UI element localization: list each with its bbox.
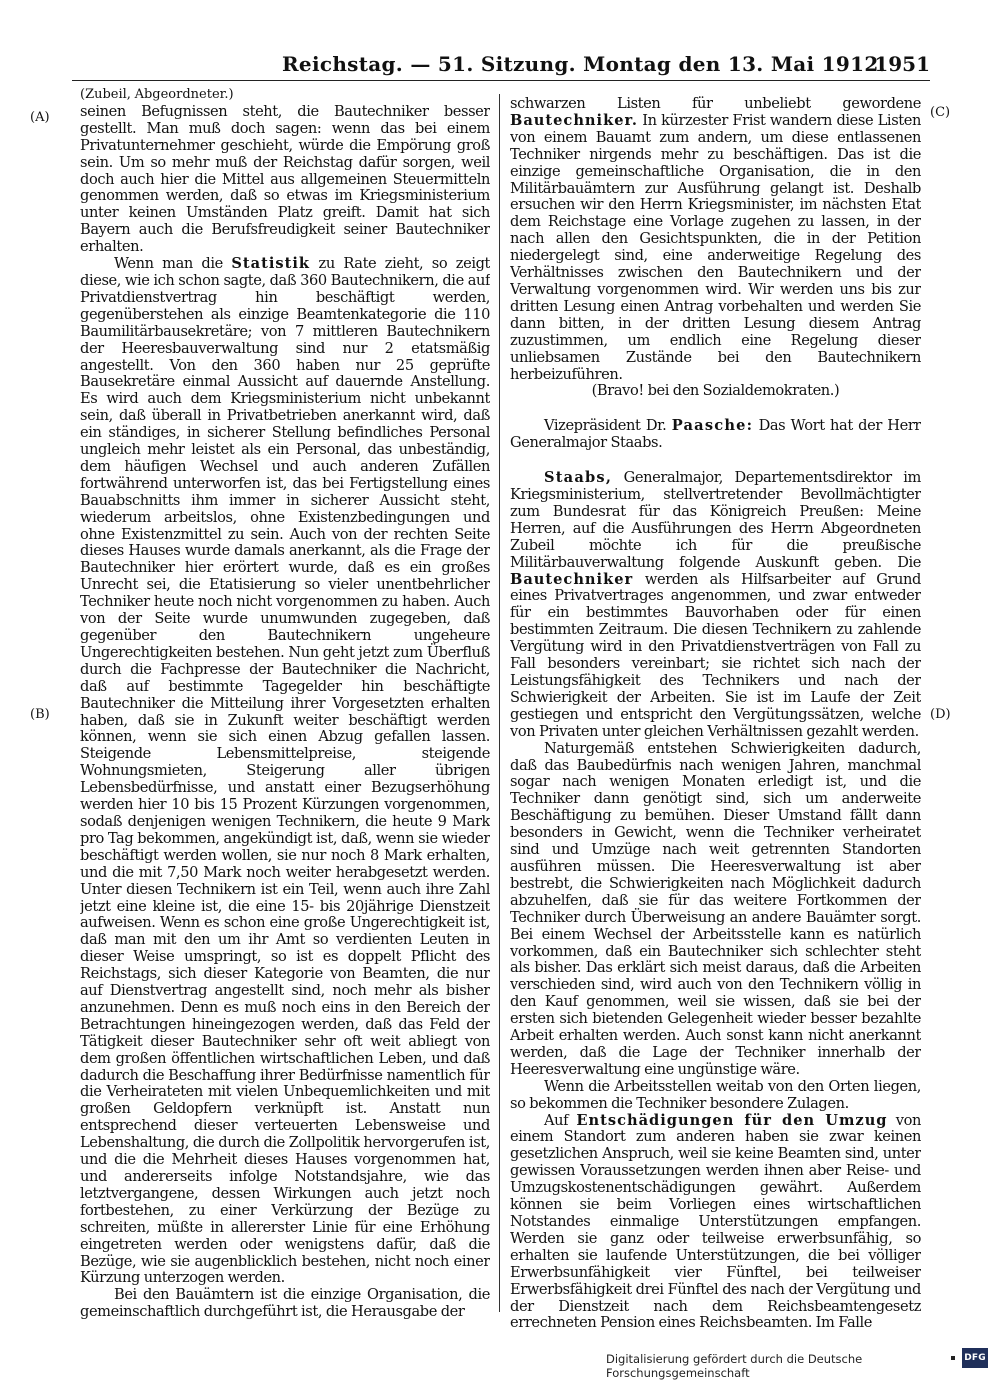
speaker-tag: (Zubeil, Abgeordneter.): [80, 87, 234, 102]
paragraph: Auf Entschädigungen für den Umzug von einem Standort zum anderen haben sie zwar keinen gesetzlichen Anspruch, weil sie keine Beamten sind, unter gewissen Voraussetzungen werden ihnen aber Reise- und Umzugskostenentschädigungen gewährt. Außerdem können sie beim Vorliegen eines wirtschaftlichen Notstandes einmalige Unterstützungen empfangen. Werden sie ganz oder teilweise erwerbsunfähig, so erhalten sie laufende Unterstützungen, die bei völliger Erwerbsunfähigkeit vier Fünftel, bei teilweiser Erwerbsfähigkeit drei Fünftel des nach der Vergütung und der Dienstzeit nach dem Reichsbeamtengesetz errechneten Pension eines Reichsbeamten. Im Falle: [510, 1111, 921, 1332]
paragraph: Bei den Bauämtern ist die einzige Organisation, die gemeinschaftlich durchgeführt ist, die Herausgabe der: [80, 1286, 490, 1321]
margin-marker-b: (B): [30, 707, 50, 722]
paragraph: Wenn die Arbeitsstellen weitab von den Orten liegen, so bekommen die Techniker besondere Zulagen.: [510, 1077, 921, 1112]
digitization-credit: Digitalisierung gefördert durch die Deutsche Forschungsgemeinschaft: [606, 1352, 863, 1380]
page-header: [72, 48, 930, 78]
paragraph: Naturgemäß entstehen Schwierigkeiten dadurch, daß das Baubedürfnis nach wenigen Jahren, manchmal sogar nach wenigen Monaten erledigt ist, und die Techniker dann genötigt sind, sich um anderweite Beschäftigung zu bemühen. Dieser Umstand fällt dann besonders in Gewicht, wenn die Techniker verheiratet sind und Umzüge nach weit getrennten Standorten ausführen müssen. Die Heeresverwaltung ist aber bestrebt, die Schwierigkeiten nach Möglichkeit dadurch abzuhelfen, daß sie für das weitere Fortkommen der Techniker durch Überweisung an andere Bauämter sorgt. Bei einem Wechsel der Arbeitsstelle kann es natürlich vorkommen, daß ein Bautechniker sich schlechter steht als bisher. Das erklärt sich meist daraus, daß die Arbeiten verschieden sind, wird auch von den Technikern völlig in den Kauf genommen, weil sie wissen, daß sie bei der ersten sich bietenden Gelegenheit wieder besser bezahlte Arbeit erhalten werden. Auch sonst kann nicht anerkannt werden, daß die Lage der Techniker innerhalb der Heeresverwaltung eine ungünstige wäre.: [510, 739, 921, 1078]
paragraph: schwarzen Listen für unbeliebt gewordene Bautechniker. In kürzester Frist wandern diese Listen von einem Bauamt zum andern, um diese entlassenen Techniker nirgends mehr zu beschäftigen. Das ist die einzige gemeinschaftliche Organisation, die in den Militärbauämtern zur Ausführung gelangt ist. Deshalb ersuchen wir den Herrn Kriegsminister, im nächsten Etat dem Reichstage eine Vorlage zugehen zu lassen, in der nach allen den Gesichtspunkten, die in der Petition niedergelegt sind, eine anderweitige Regelung des Verhältnisses zwischen den Bautechnikern und der Verwaltung vorgenommen wird. Wir werden uns bis zur dritten Lesung einen Antrag vorbehalten und werden Sie dann bitten, in der dritten Lesung diesem Antrag zuzustimmen, um endlich eine Regelung dieser unliebsamen Zustände bei den Bautechnikern herbeizuführen.: [510, 96, 921, 383]
speaker-name: Staabs,: [544, 469, 613, 487]
vice-president-remark: Vizepräsident Dr. Paasche: Das Wort hat der Herr Generalmajor Staabs.: [510, 417, 921, 452]
speaker-name: Paasche:: [671, 417, 754, 435]
page-title: Reichstag. — 51. Sitzung. Montag den 13. Mai 1912.: [282, 52, 886, 76]
left-column: [80, 86, 490, 1326]
paragraph: Wenn man die Statistik zu Rate zieht, so zeigt diese, wie ich schon sagte, daß 360 Bautechnikern, die auf Privatdienstvertrag hin beschäftigt werden, gegenüberstehen als einzige Beamtenkategorie die 110 Baumilitärbausekretäre; von 7 mittleren Bautechnikern der Heeresbauverwaltung sind nur 2 etatsmäßig angestellt. Von den 360 haben nur 25 geprüfte Bausekretäre einmal Aussicht auf dauernde Anstellung. Es wird auch dem Kriegsministerium nicht unbekannt sein, daß überall in Privatbetrieben anerkannt wird, daß ein ständiges, in sicherer Stellung befindliches Personal ungleich mehr leistet als ein Personal, das unbeständig, dem häufigen Wechsel und auch anderen Zufällen fortwährend unterworfen ist, das bei Fertigstellung eines Bauabschnitts ihm immer in sicherer Aussicht steht, wiederum arbeitslos, ohne Existenzbedingungen und ohne Existenzmittel zu sein. Auch von der rechten Seite dieses Hauses wurde damals anerkannt, als die Frage der Bautechniker hier erörtert wurde, daß es ein großes Unrecht sei, die Etatisierung so vieler unentbehrlicher Techniker heute noch nicht vorgenommen zu haben. Auch von der Seite wurde unumwunden zugegeben, daß gegenüber den Bautechnikern ungeheure Ungerechtigkeiten bestehen. Nun geht jetzt zum Überfluß durch die Fachpresse der Bautechniker die Nachricht, daß auf bestimmte Tagegelder hin beschäftigte Bautechniker die Mitteilung ihrer Vorgesetzten erhalten haben, daß sie in Zukunft weiter beschäftigt werden können, wenn sie sich einen Abzug gefallen lassen. Steigende Lebensmittelpreise, steigende Wohnungsmieten, Steigerung aller übrigen Lebensbedürfnisse, und anstatt einer Bezugserhöhung werden hier 10 bis 15 Prozent Kürzungen vorgenommen, sodaß denjenigen wenigen Technikern, die heute 9 Mark pro Tag bekommen, angekündigt ist, daß, wenn sie wieder beschäftigt werden wollen, sie nur noch 8 Mark erhalten, und die mit 7,50 Mark noch weiter herabgesetzt werden. Unter diesen Technikern ist ein Teil, wenn auch ihre Zahl jetzt eine kleine ist, die eine 15- bis 20jährige Dienstzeit aufweisen. Wenn es schon eine große Ungerechtigkeit ist, daß man mit den um ihr Amt so verdienten Leuten in dieser Weise umspringt, so ist es doppelt Pflicht des Reichstags, sich dieser Kategorie von Beamten, die nur auf Dienstvertrag angestellt sind, noch mehr als bisher anzunehmen. Denn es muß noch eins in den Bereich der Betrachtungen hineingezogen werden, daß das Feld der Tätigkeit dieser Bautechniker sehr oft weit abliegt von dem großen öffentlichen wirtschaftlichen Leben, und daß dadurch die Beschaffung ihrer Bedürfnisse namentlich für die Verheirateten mit vielen Unbequemlichkeiten und mit großen Geldopfern verknüpft ist. Anstatt nun entsprechend dieser verteuerten Lebensweise und Lebenshaltung, die durch die Zollpolitik hervorgerufen ist, und die die Mehrheit dieses Hauses vorgenommen hat, und andererseits infolge Notstandsjahre, wie das letztvergangene, dessen Wirkungen auch jetzt noch fortbestehen, zu einer Verkürzung der Bezüge zu schreiten, müßte in allererster Linie für eine Erhöhung eingetreten werden oder wenigstens dafür, daß die Bezüge, wie sie augenblicklich bestehen, nicht noch einer Kürzung unterzogen werden.: [80, 255, 490, 1287]
emphasis: Bautechniker.: [510, 111, 638, 129]
margin-marker-c: (C): [930, 105, 951, 120]
right-column: [510, 96, 921, 1336]
emphasis: Bautechniker: [510, 570, 634, 588]
margin-marker-d: (D): [930, 707, 951, 722]
applause-note: (Bravo! bei den Sozialdemokraten.): [591, 382, 840, 400]
emphasis: Statistik: [231, 255, 311, 273]
bullet-icon: [951, 1356, 955, 1360]
emphasis: Entschädigungen für den Umzug: [576, 1111, 888, 1129]
dfg-logo: DFG: [962, 1348, 988, 1368]
column-divider: [499, 94, 500, 1312]
page-number: 1951: [874, 52, 930, 76]
margin-marker-a: (A): [30, 110, 50, 125]
paragraph: seinen Befugnissen steht, die Bautechniker besser gestellt. Man muß doch sagen: wenn das bei einem Privatunternehmer geschieht, würde die Empörung groß sein. Um so mehr muß der Reichstag dafür sorgen, weil doch auch hier die Mittel aus allgemeinen Steuermitteln genommen werden, daß so etwas im Kriegsministerium unter keinen Umständen Platz greift. Damit hat sich Bayern auch die Berufsfreudigkeit seiner Bautechniker erhalten.: [80, 102, 490, 256]
speech-staabs: Staabs, Generalmajor, Departementsdirektor im Kriegsministerium, stellvertretender Bevollmächtigter zum Bundesrat für das Königreich Preußen: Meine Herren, auf die Ausführungen des Herrn Abgeordneten Zubeil möchte ich für die preußische Militärbauverwaltung folgende Auskunft geben. Die Bautechniker werden als Hilfsarbeiter auf Grund eines Privatvertrages angenommen, und zwar entweder für ein bestimmtes Bauvorhaben oder für einen bestimmten Zeitraum. Die diesen Technikern zu zahlende Vergütung wird in den Privatdienstverträgen von Fall zu Fall besonders vereinbart; sie richtet sich nach der Leistungsfähigkeit des Technikers und nach der Schwierigkeit der Arbeiten. Sie ist im Laufe der Zeit gestiegen und entspricht den Vergütungssätzen, welche von Privaten unter gleichen Verhältnissen gezahlt werden.: [510, 469, 921, 740]
header-rule: [72, 80, 930, 81]
